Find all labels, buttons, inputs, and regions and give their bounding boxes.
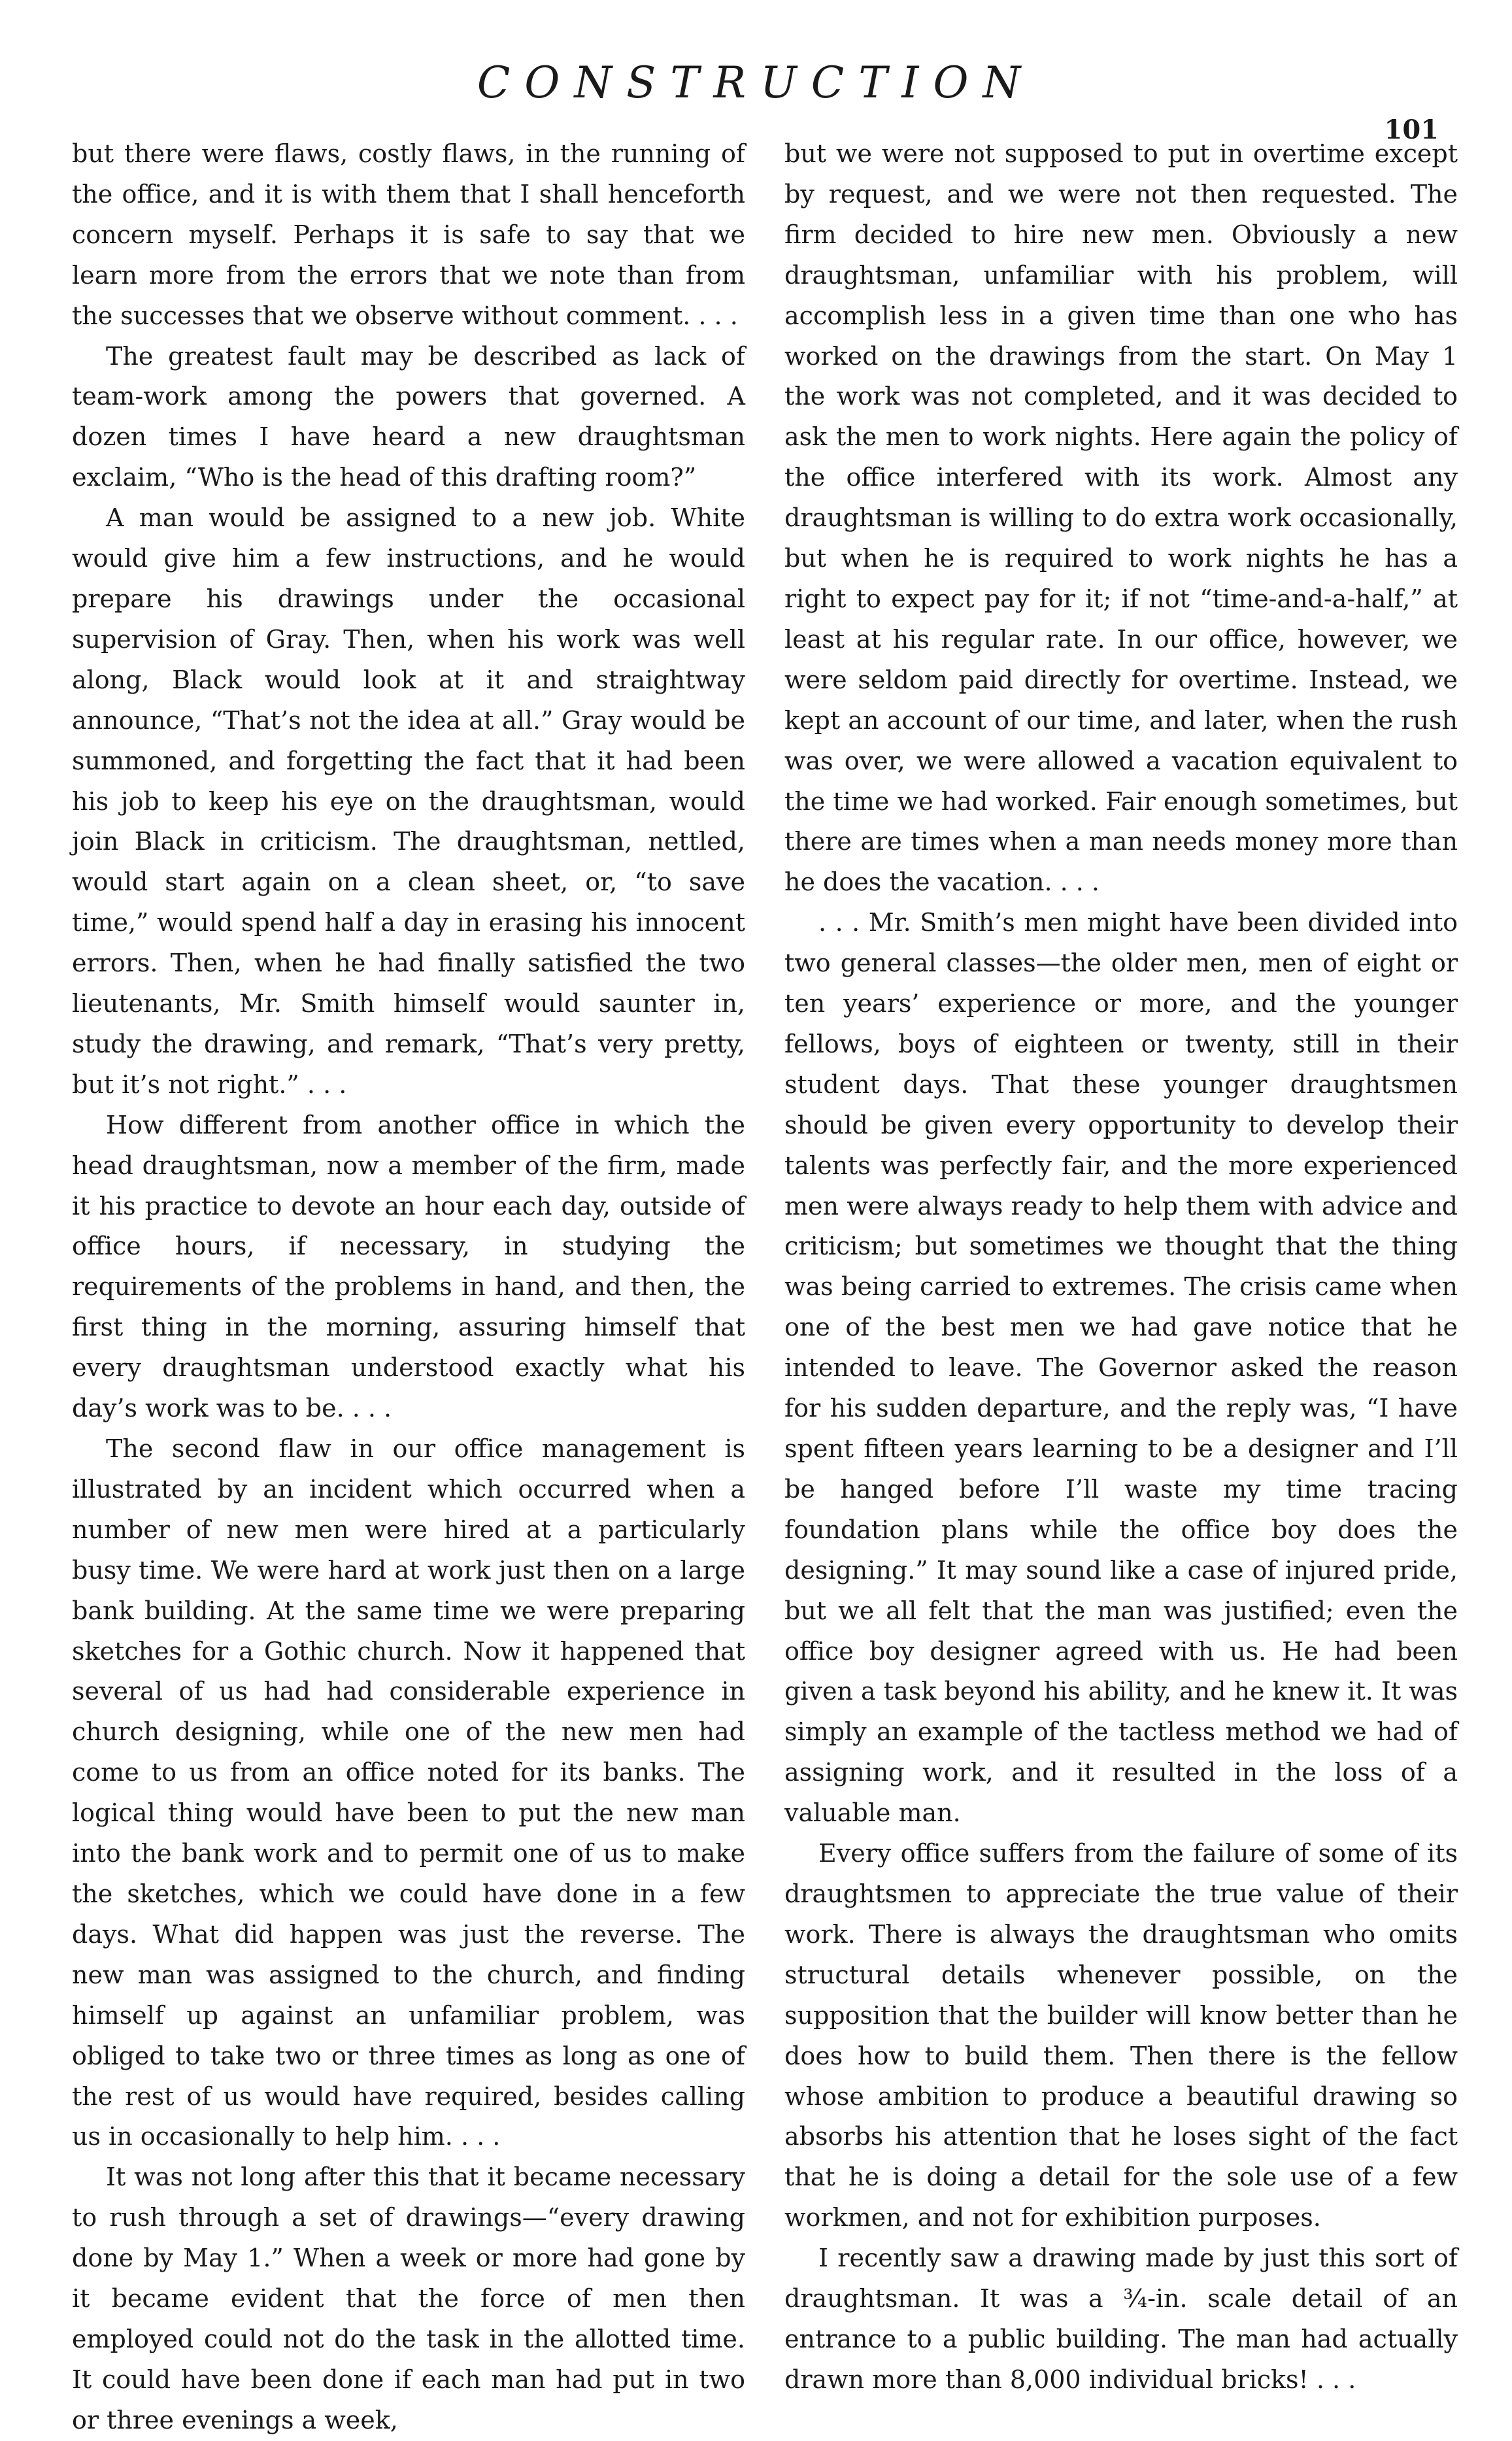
paragraph: I recently saw a drawing made by just this sort of draughtsman. It was a ¾-in. scale detail of an entrance to a public building. The man had actually drawn more than 8,000 individual bricks! . . . — [784, 2244, 1458, 2394]
right-column — [784, 134, 1458, 2400]
paragraph: . . . Mr. Smith’s men might have been divided into two general classes—the older men, men of eight or ten years’ experience or more, and the younger fellows, boys of eighteen or twenty, still in their student days. That these younger draughtsmen should be given every opportunity to develop their talents was perfectly fair, and the more experienced men were always ready to help them with advice and criticism; but sometimes we thought that the thing was being carried to extremes. The crisis came when one of the best men we had gave notice that he intended to leave. The Governor asked the reason for his sudden departure, and the reply was, “I have spent fifteen years learning to be a designer and I’ll be hanged before I’ll waste my time tracing foundation plans while the office boy does the designing.” It may sound like a case of injured pride, but we all felt that the man was justified; even the office boy designer agreed with us. He had been given a task beyond his ability, and he knew it. It was simply an example of the tactless method we had of assigning work, and it resulted in the loss of a valuable man. — [784, 908, 1458, 1828]
paragraph: The greatest fault may be described as lack of team-work among the powers that governed. A dozen times I have heard a new draughtsman exclaim, “Who is the head of this drafting room?” — [72, 341, 745, 492]
paragraph: Every office suffers from the failure of some of its draughtsmen to appreciate the true value of their work. There is always the draughtsman who omits structural details whenever possible, on the supposition that the builder will know better than he does how to build them. Then there is the fellow whose ambition to produce a beautiful drawing so absorbs his attention that he loses sight of the fact that he is doing a detail for the sole use of a few workmen, and not for exhibition purposes. — [784, 1839, 1458, 2232]
paragraph: but we were not supposed to put in overtime except by request, and we were not then requested. The firm decided to hire new men. Obviously a new draughtsman, unfamiliar with his problem, will accomplish less in a given time than one who has worked on the drawings from the start. On May 1 the work was not completed, and it was decided to ask the men to work nights. Here again the policy of the office interfered with its work. Almost any draughtsman is willing to do extra work occasionally, but when he is required to work nights he has a right to expect pay for it; if not “time-and-a-half,” at least at his regular rate. In our office, however, we were seldom paid directly for overtime. Instead, we kept an account of our time, and later, when the rush was over, we were allowed a vacation equivalent to the time we had worked. Fair enough sometimes, but there are times when a man needs money more than he does the vacation. . . . — [784, 139, 1458, 897]
running-title: CONSTRUCTION — [477, 58, 1035, 108]
paragraph: It was not long after this that it became necessary to rush through a set of drawings—“every drawing done by May 1.” When a week or more had gone by it became evident that the force of men then employed could not do the task in the allotted time. It could have been done if each man had put in two or three evenings a week, — [72, 2163, 745, 2434]
page-number: 101 — [1384, 114, 1439, 145]
paragraph: A man would be assigned to a new job. White would give him a few instructions, and he would prepare his drawings under the occasional supervision of Gray. Then, when his work was well along, Black would look at it and straightway announce, “That’s not the idea at all.” Gray would be summoned, and forgetting the fact that it had been his job to keep his eye on the draughtsman, would join Black in criticism. The draughtsman, nettled, would start again on a clean sheet, or, “to save time,” would spend half a day in erasing his innocent errors. Then, when he had finally satisfied the two lieutenants, Mr. Smith himself would saunter in, study the drawing, and remark, “That’s very pretty, but it’s not right.” . . . — [72, 503, 745, 1099]
paragraph: How different from another office in which the head draughtsman, now a member of the firm, made it his practice to devote an hour each day, outside of office hours, if necessary, in studying the requirements of the problems in hand, and then, the first thing in the morning, assuring himself that every draughtsman understood exactly what his day’s work was to be. . . . — [72, 1110, 745, 1423]
left-column — [72, 134, 745, 2441]
paragraph: The second flaw in our office management is illustrated by an incident which occurred when a number of new men were hired at a particularly busy time. We were hard at work just then on a large bank building. At the same time we were preparing sketches for a Gothic church. Now it happened that several of us had had considerable experience in church designing, while one of the new men had come to us from an office noted for its banks. The logical thing would have been to put the new man into the bank work and to permit one of us to make the sketches, which we could have done in a few days. What did happen was just the reverse. The new man was assigned to the church, and finding himself up against an unfamiliar problem, was obliged to take two or three times as long as one of the rest of us would have required, besides calling us in occasionally to help him. . . . — [72, 1434, 745, 2151]
paragraph: but there were flaws, costly flaws, in the running of the office, and it is with them that I shall henceforth concern myself. Perhaps it is safe to say that we learn more from the errors that we note than from the successes that we observe without comment. . . . — [72, 139, 745, 330]
